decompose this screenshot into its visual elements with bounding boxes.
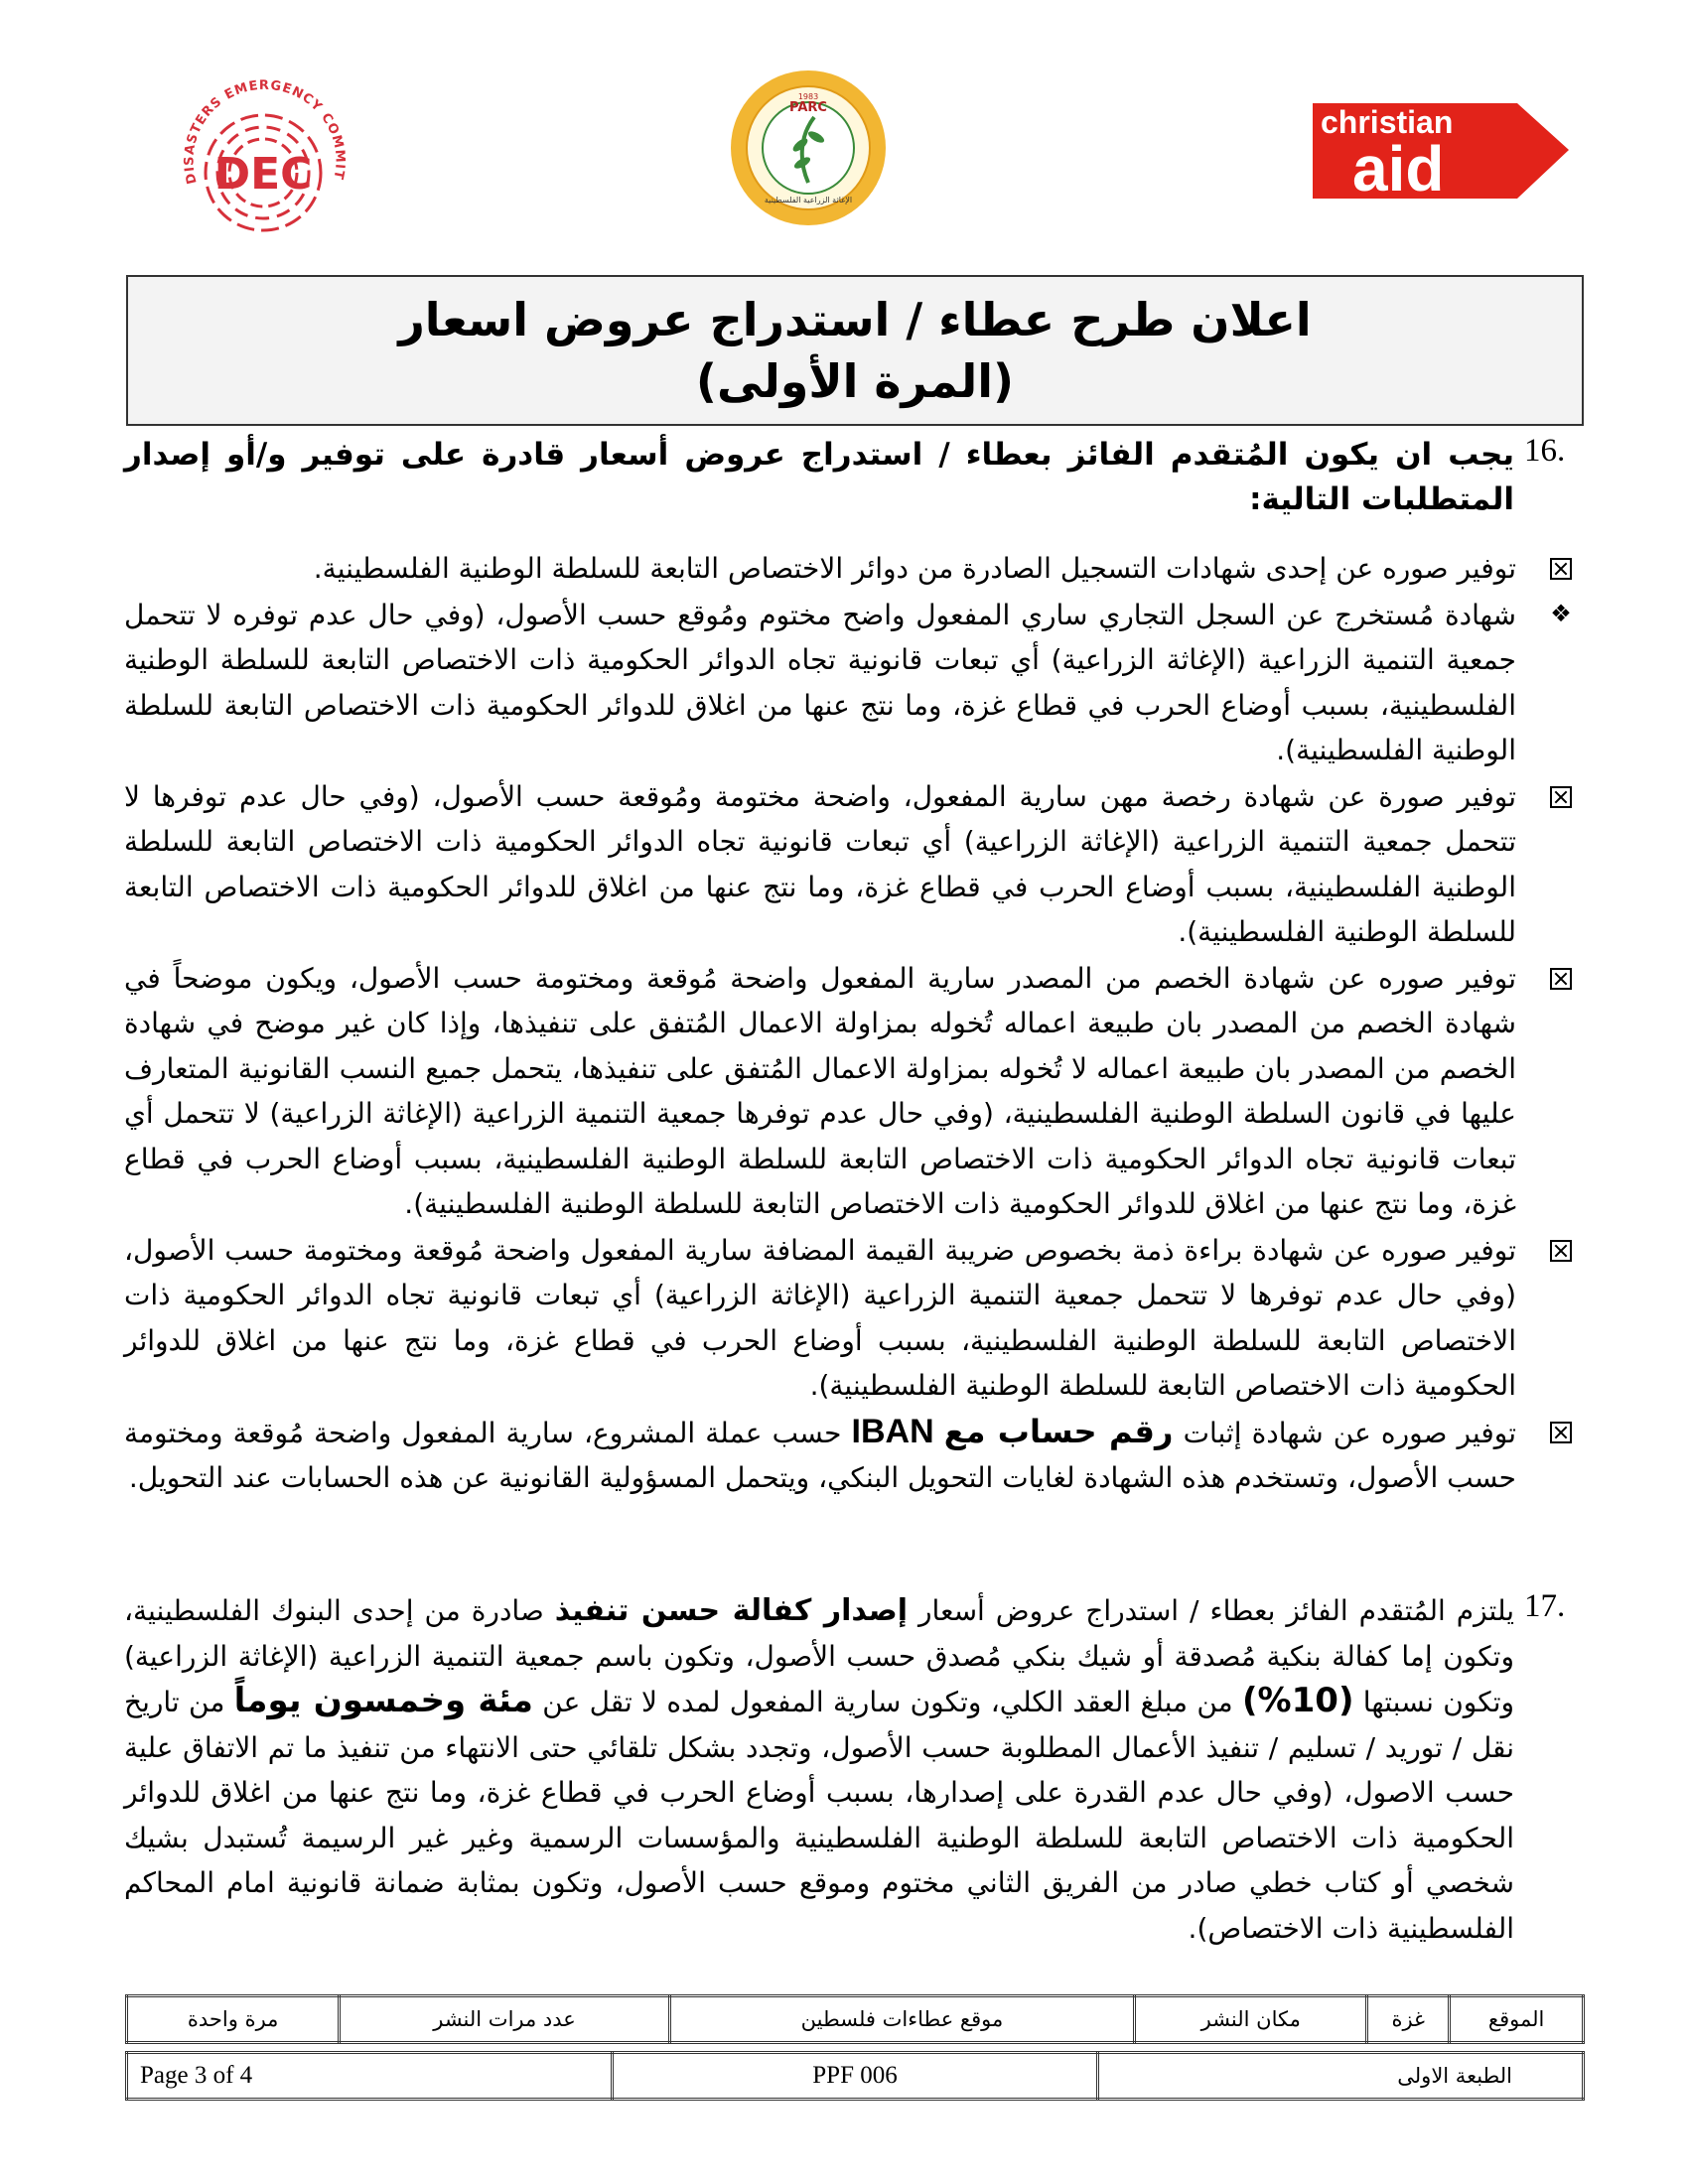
checkbox-x-icon [1550, 1240, 1572, 1262]
checkbox-x-icon [1550, 786, 1572, 808]
section-number: 17. [1524, 1588, 1566, 1624]
svg-text:DEC: DEC [213, 149, 313, 200]
section-heading: يجب ان يكون المُتقدم الفائز بعطاء / استدراج عروض أسعار قادرة على توفير و/أو إصدار المتطلبات التالية: [124, 437, 1514, 517]
page-footer-table [125, 2051, 1585, 2101]
announcement-title: اعلان طرح عطاء / استدراج عروض اسعار [398, 293, 1312, 346]
svg-text:1983: 1983 [797, 92, 819, 101]
list-item: توفير صوره عن إحدى شهادات التسجيل الصادرة من دوائر الاختصاص التابعة للسلطة الوطنية الفلسطينية. [124, 546, 1586, 592]
svg-text:aid: aid [1352, 133, 1445, 205]
publication-info-table [125, 1994, 1585, 2044]
table-cell: مكان النشر [1135, 1996, 1367, 2043]
form-code: PPF 006 [613, 2053, 1098, 2100]
table-cell: الموقع [1450, 1996, 1584, 2043]
announcement-title-box [126, 275, 1584, 426]
section-number: 16. [1524, 433, 1566, 469]
list-item: توفير صورة عن شهادة رخصة مهن سارية المفعول، واضحة مختومة ومُوقعة حسب الأصول، (وفي حال عدم توفرها لا تتحمل جمعية التنمية الزراعية (الإغاثة الزراعية) أي تبعات قانونية تجاه الدوائر الحكومية ذات الاختصاص التابعة للسلطة الوطنية الفلسطينية، بسبب أوضاع الحرب في قطاع غزة، وما نتج عنها من اغلاق للدوائر الحكومية ذات الاختصاص التابعة للسلطة الوطنية الفلسطينية). [124, 774, 1586, 955]
page-number: Page 3 of 4 [127, 2053, 613, 2100]
section-17 [124, 1588, 1584, 1951]
table-cell: مرة واحدة [127, 1996, 340, 2043]
list-item: توفير صوره عن شهادة الخصم من المصدر سارية المفعول واضحة مُوقعة ومختومة حسب الأصول، ويكون موضحاً في شهادة الخصم من المصدر بان طبيعة اعماله تُخوله بمزاولة الاعمال المُتفق على تنفيذها، وإذا كان غير موضح في شهادة الخصم من المصدر بان طبيعة اعماله لا تُخوله بمزاولة الاعمال المُتفق على تنفيذها، يتحمل جميع النسب القانونية المتعارف عليها في قانون السلطة الوطنية الفلسطينية، (وفي حال عدم توفرها جمعية التنمية الزراعية (الإغاثة الزراعية) لا تتحمل أي تبعات قانونية تجاه الدوائر الحكومية ذات الاختصاص التابعة للسلطة الوطنية الفلسطينية، بسبب أوضاع الحرب في قطاع غزة، وما نتج عنها من اغلاق للدوائر الحكومية ذات الاختصاص التابعة للسلطة الوطنية الفلسطينية). [124, 956, 1586, 1227]
table-cell: عدد مرات النشر [340, 1996, 669, 2043]
section-body: يلتزم المُتقدم الفائز بعطاء / استدراج عروض أسعار إصدار كفالة حسن تنفيذ صادرة من إحدى البنوك الفلسطينية، وتكون إما كفالة بنكية مُصدقة أو شيك بنكي مُصدق حسب الأصول، وتكون باسم جمعية التنمية الزراعية (الإغاثة الزراعية) وتكون نسبتها (10%) من مبلغ العقد الكلي، وتكون سارية المفعول لمده لا تقل عن مئة وخمسون يوماً من تاريخ نقل / توريد / تسليم / تنفيذ الأعمال المطلوبة حسب الأصول، وتجدد بشكل تلقائي حتى الانتهاء من تنفيذ ما تم الاتفاق علية حسب الاصول، (وفي حال عدم القدرة على إصدارها، بسبب أوضاع الحرب في قطاع غزة، وما نتج عنها من اغلاق للدوائر الحكومية ذات الاختصاص التابعة للسلطة الوطنية الفلسطينية والمؤسسات الرسمية وغير غير الرسيمة تُستبدل بشيك شخصي أو كتاب خطي صادر من الفريق الثاني مختوم وموقع حسب الأصول، وتكون بمثابة ضمانة قانونية امام المحاكم الفلسطينية ذات الاختصاص). [124, 1593, 1515, 1945]
section-16 [124, 433, 1584, 522]
edition-label: الطبعة الاولى [1098, 2053, 1584, 2100]
svg-text:christian: christian [1321, 104, 1454, 140]
table-cell: موقع عطاءات فلسطين [669, 1996, 1134, 2043]
svg-text:DISASTERS EMERGENCY COMMITTEE: DISASTERS EMERGENCY COMMIT [182, 77, 348, 186]
dec-logo [169, 66, 357, 254]
requirements-list [124, 546, 1586, 1501]
svg-text:الإغاثة الزراعية الفلسطينية: الإغاثة الزراعية الفلسطينية [764, 196, 853, 205]
list-item: توفير صوره عن شهادة براءة ذمة بخصوص ضريبة القيمة المضافة سارية المفعول واضحة مُوقعة ومختومة حسب الأصول، (وفي حال عدم توفرها لا تتحمل جمعية التنمية الزراعية (الإغاثة الزراعية) أي تبعات قانونية تجاه الدوائر الحكومية ذات الاختصاص التابعة للسلطة الوطنية الفلسطينية، بسبب أوضاع الحرب في قطاع غزة، وما نتج عنها من اغلاق للدوائر الحكومية ذات الاختصاص التابعة للسلطة الوطنية الفلسطينية). [124, 1228, 1586, 1409]
announcement-subtitle: (المرة الأولى) [695, 354, 1015, 408]
svg-text:PARC: PARC [789, 100, 827, 115]
christian-aid-logo [1313, 95, 1573, 205]
diamond-bullet-icon: ❖ [1550, 599, 1572, 627]
checkbox-x-icon [1550, 1422, 1572, 1443]
checkbox-x-icon [1550, 558, 1572, 580]
list-item: ❖ شهادة مُستخرج عن السجل التجاري ساري المفعول واضح مختوم ومُوقع حسب الأصول، (وفي حال عدم توفره لا تتحمل جمعية التنمية الزراعية (الإغاثة الزراعية) أي تبعات قانونية تجاه الدوائر الحكومية ذات الاختصاص التابعة للسلطة الوطنية الفلسطينية، بسبب أوضاع الحرب في قطاع غزة، وما نتج عنها من اغلاق للدوائر الحكومية ذات الاختصاص التابعة للسلطة الوطنية الفلسطينية). [124, 598, 1572, 766]
list-item-iban: توفير صوره عن شهادة إثبات رقم حساب مع IBAN حسب عملة المشروع، سارية المفعول واضحة مُوقعة ومختومة حسب الأصول، وتستخدم هذه الشهادة لغايات التحويل البنكي، ويتحمل المسؤولية القانونية عن هذه الحسابات عند التحويل. [124, 1410, 1586, 1501]
checkbox-x-icon [1550, 968, 1572, 990]
table-cell: غزة [1367, 1996, 1450, 2043]
parc-logo [729, 66, 888, 230]
